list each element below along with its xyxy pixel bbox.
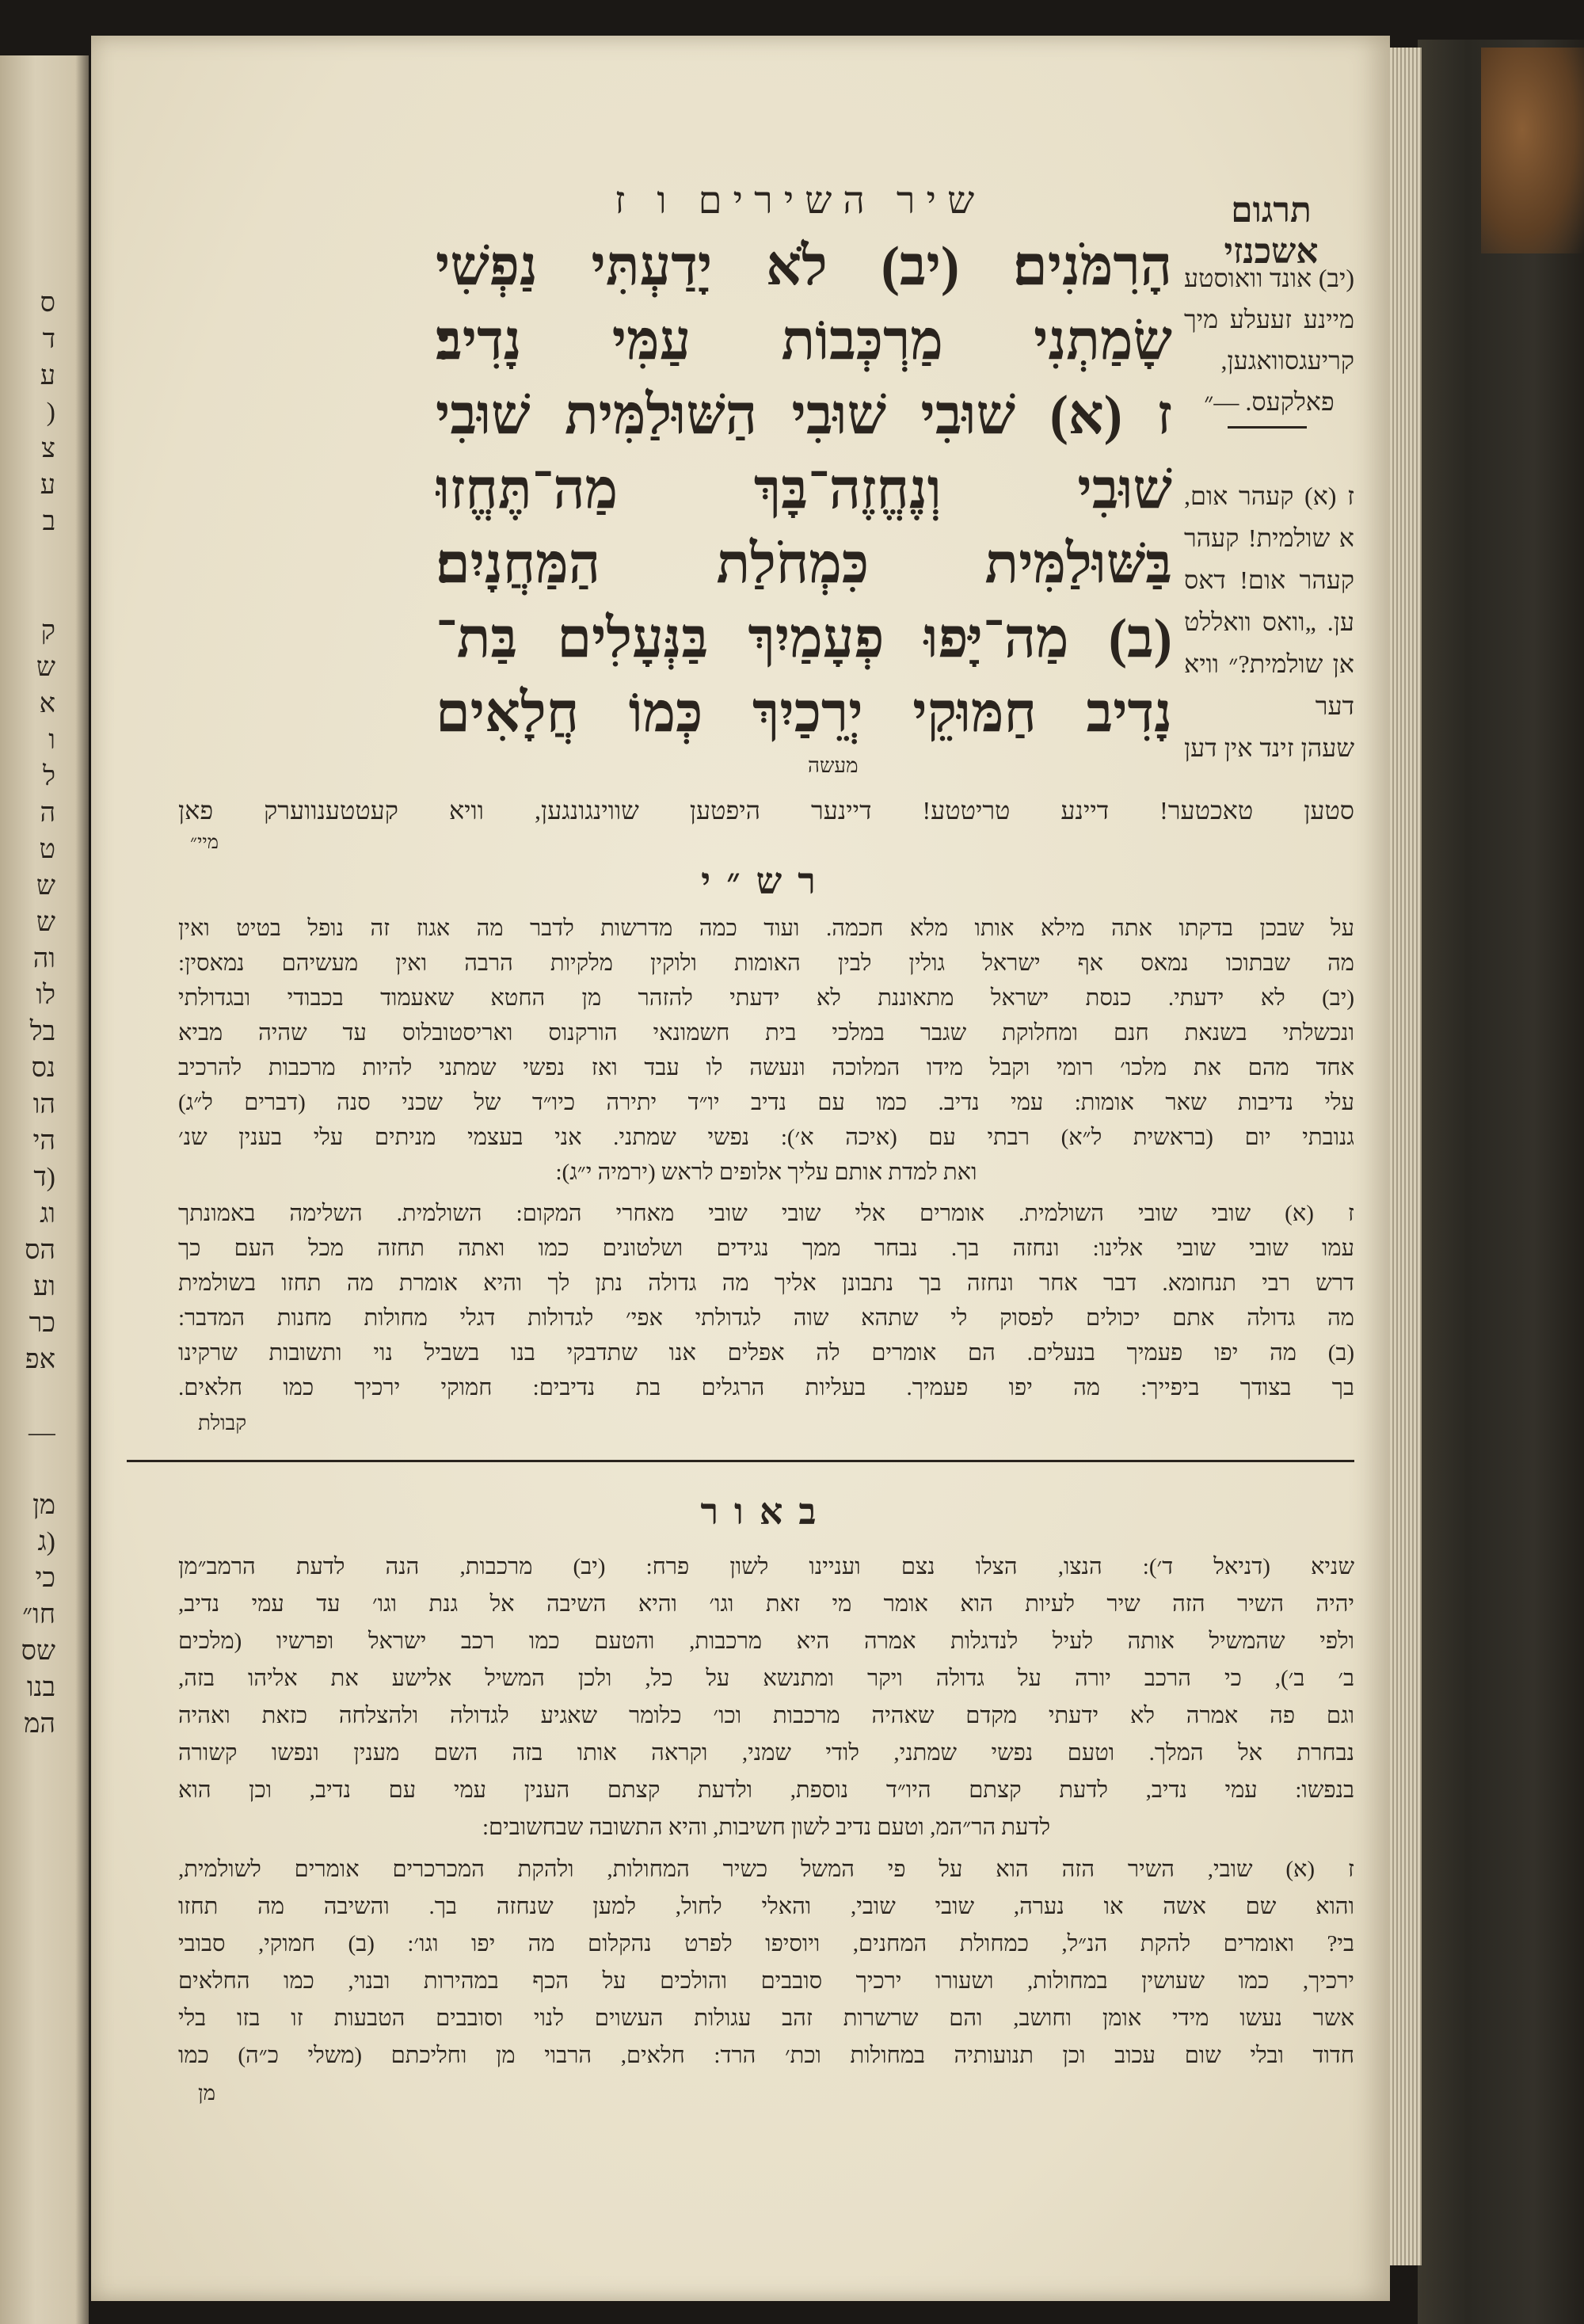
rashi-line: מה גדולה אתם יכולים לפסוק לי שתהא שוה לגדולתי אפי׳ לגדולות דגלי מחולות מחנות המדבר:	[178, 1305, 1354, 1331]
rashi-line: ונכשלתי בשנאת חנם ומחלוקת שגבר במלכי בית חשמונאי הורקנוס ואריסטובלוס עד שהיה מביא	[178, 1020, 1354, 1046]
previous-page-fragment: וה	[32, 944, 55, 973]
biur-line: בנפשו: עמי נדיב, לדעת קצתם היו״ד נוספת, ולדעת קצתם הענין עמי עם נדיב, וכן הוא	[178, 1777, 1354, 1803]
targum-line: מיינע זעעלע מיך	[1184, 305, 1354, 333]
previous-page-fragment: ק	[40, 616, 55, 646]
previous-page-fragment	[0, 1451, 55, 1488]
previous-page-fragment: ש	[36, 871, 55, 901]
previous-page-fragment: ע	[40, 471, 55, 500]
biur-commentary	[178, 1549, 1354, 2074]
rashi-line: ז (א) שובי שובי השולמית. אומרים אלי שובי שובי מאחרי המקום: השולמית. השלימה באמונתך	[178, 1201, 1354, 1226]
biur-line: ז (א) שובי, השיר הזה הוא על פי המשל כשיר המחולות, ולהקת המכרכרים אומרים לשולמית,	[178, 1857, 1354, 1882]
previous-page-edge	[0, 55, 89, 2324]
previous-page-fragment: ו	[48, 726, 55, 755]
previous-page-fragment: כי	[35, 1564, 55, 1593]
previous-page-fragment: (ג	[37, 1527, 55, 1556]
signature-mark: מיי״	[190, 832, 219, 853]
section-divider	[127, 1460, 1354, 1462]
previous-page-fragment: ד	[42, 325, 55, 354]
rashi-line: עמו שובי שובי אלינו: ונחזה בך. נבחר ממך נגידים ושלטונים כמו ואתה תחזה מכל העם כך	[178, 1236, 1354, 1261]
targum-line: קריעגסוואגען,	[1220, 346, 1354, 375]
verse-line: הָרִמֹּנִים׃ (יב) לֹא יָדַעְתִּי נַפְשִׁי	[436, 236, 1172, 297]
previous-page-fragment: ה	[40, 798, 55, 828]
verse-line: שָׂמַתְנִי מַרְכְּבוֹת עַמִּי נָדִיב׃	[436, 311, 1172, 371]
rashi-line: דרש רבי תנחומא. דבר אחר ונחזה בך נתבונן אליך מה גדולה נתן לך והיא אומרת מה תחזו בשולמית	[178, 1271, 1354, 1296]
previous-page-fragment: הו	[32, 1090, 55, 1119]
biur-line: ב׳ ב׳), כי הרכב יורה על גדולה ויקר ומתנשא על כל, ולכן המשיל אלישע את אליהו בזה,	[178, 1666, 1354, 1691]
biur-line: חדוד ובלי שום עכוב וכן תנועותיה במחולות וכת׳ הרד: חלאים, הרבוי מן וחליכתם (משלי כ״ה) כמו	[178, 2043, 1354, 2068]
previous-page-fragment: וג	[40, 1199, 55, 1229]
biur-line: שניא (דניאל ד׳): הנצו, הצלו נצם ועניינו לשון פרח: (יב) מרכבות, הנה לדעת הרמב״מן	[178, 1554, 1354, 1579]
biur-title: באור	[700, 1492, 832, 1532]
verse-catchword: מעשה	[808, 754, 859, 777]
biur-line: נבחרת אל המלך. וטעם נפשי שמתני, לודי שמני, וקראה אותו בזה השם מענין ונפשו קשורה	[178, 1740, 1354, 1766]
previous-page-fragment: ט	[39, 835, 55, 864]
rashi-title: רש״י	[701, 861, 832, 901]
biur-line: בי? ואומרים להקת הנ״ל, כמחולת המחנים, ויוסיפו לפרט נהקלום מה יפו וגו׳: (ב) חמוקי, סבובי	[178, 1931, 1354, 1956]
targum-line: (יב) אונד וואוסטע	[1184, 264, 1354, 292]
rashi-line: מה שבתוכו נמאס אף ישראל גולין לבין האומות ולוקין מלקיות הרבה ואין מעשיהם נמאסין:	[178, 951, 1354, 976]
targum-line: ען. „וואס וואללט	[1184, 608, 1354, 636]
running-title: שיר השירים ו ז	[614, 180, 986, 222]
previous-page-fragment: כר	[29, 1309, 55, 1338]
rashi-line: על שבכן בדקתו אתה מילא אותו מלא חכמה. ועוד כמה מדרשות לדבר מה אגוז זה נופל בטיט ואין	[178, 916, 1354, 941]
previous-page-fragment: (	[46, 398, 55, 427]
biur-line: והוא שם אשה או נערה, שובי שובי, והאלי לחול, למען שנחזה בך. והשיבה מה תחזו	[178, 1894, 1354, 1919]
targum-text-a	[1184, 257, 1354, 422]
previous-page-fragment: בנו	[26, 1673, 55, 1702]
biur-line: אשר נעשו מידי אומן וחושב, והם שרשרות זהב עגולות העשוים לנוי וסובבים הטבעות זו בזו בלי	[178, 2006, 1354, 2031]
previous-page-fragment: א	[39, 689, 55, 718]
targum-line: דער	[1315, 691, 1354, 720]
previous-page-fragment: הס	[25, 1236, 55, 1265]
targum-full-line: סטען טאכטער! דיינע טריטטע! דיינער היפטען שווינגונגען, וויא קעטטענווערק פאן	[178, 796, 1354, 825]
previous-page-fragment: מן	[32, 1491, 55, 1520]
previous-page-fragment: ב	[42, 507, 55, 536]
rashi-line: (ב) מה יפו פעמיך בנעלים. הם אומרים לה אפלים אנו שתדבקי בנו בשביל נוי ותשובות שרקינו	[178, 1340, 1354, 1366]
targum-line: ז (א) קעהר אום,	[1184, 482, 1354, 510]
targum-text-b	[1184, 475, 1354, 769]
rashi-catchword: קבולת	[198, 1412, 247, 1434]
verse-line: שׁוּבִי וְנֶחֱזֶה־בָּךְ מַה־תֶּחֱזוּ	[436, 459, 1172, 520]
previous-page-fragment: (ד	[33, 1163, 55, 1192]
targum-line: פאלקעס. —״	[1204, 387, 1335, 416]
targum-divider	[1228, 426, 1307, 429]
targum-line: קעהר אום! דאס	[1184, 566, 1354, 594]
previous-page-fragment: חו״	[22, 1600, 55, 1629]
rashi-line: (יב) לא ידעתי. כנסת ישראל מתאוננת לא ידעתי להזהר מן החטא שאעמוד בכבודי ובגדולתי	[178, 985, 1354, 1011]
targum-line: שעהן זינד אין דען	[1184, 733, 1354, 762]
previous-page-fragment: וע	[33, 1272, 55, 1301]
biur-line: יהיה השיר הזה שיר לעיות הוא אומר מי זאת וגו׳ והיא השיבה אל גנת וגו׳ עד עמי נדיב,	[178, 1591, 1354, 1617]
rashi-line: בך בצודך ביפייך: מה יפו פעמיך. בעליות הרגלים בת נדיבים: חמוקי ירכיך כמו חלאים.	[178, 1375, 1354, 1400]
rashi-line: עלי נדיבות שאר אומות: עמי נדיב. כמו עם נדיב יו״ד יתירה כיו״ד של שכני סנה (דברים ל״ג)	[178, 1090, 1354, 1115]
rashi-line: אחד מהם את מלכו׳ רומי וקבל מידו המלוכה ונעשה לו עבד ואז נפשי שמתני להיות מרכבות להרכיב	[178, 1055, 1354, 1080]
previous-page-fragment: לו	[36, 981, 55, 1010]
previous-page-fragment	[0, 1378, 55, 1415]
previous-page-fragment: ש	[36, 908, 55, 937]
previous-page-fragment: שס	[21, 1636, 55, 1666]
verse-line: (ב) מַה־יָּפוּ פְעָמַיִךְ בַּנְּעָלִים בַּת־	[436, 608, 1172, 669]
verse-line: ז (א) שׁוּבִי שׁוּבִי הַשּׁוּלַמִּית שׁוּבִי	[436, 385, 1172, 446]
biur-line: לדעת הר״המ, וטעם נדיב לשון חשיבות, והיא התשובה שבחשובים:	[482, 1815, 1051, 1840]
biur-line: וגם פה אמרה לא ידעתי מקדם שאהיה מרכבות וכו׳ כלומר שאגיע לגדולה ולהצלחה כזאת ואהיה	[178, 1703, 1354, 1728]
previous-page-fragment: ש	[36, 653, 55, 682]
previous-page-fragment: —	[29, 1418, 55, 1447]
previous-page-fragment	[0, 540, 55, 577]
previous-page-fragment: נס	[31, 1053, 55, 1083]
previous-page-fragment: אפ	[25, 1345, 55, 1374]
biur-line: ולפי שהמשיל אותה לעיל לנדגלות אמרה היא מרכבות, והטעם כמו רכב ישראל ופרשיו (מלכים	[178, 1629, 1354, 1654]
previous-page-fragment	[0, 577, 55, 613]
previous-page-fragment: ע	[40, 361, 55, 391]
previous-page-fragment: המ	[24, 1709, 55, 1739]
targum-title: תרגום אשכנזי	[1224, 191, 1319, 271]
previous-page-fragment: בל	[29, 1017, 55, 1046]
previous-page-fragment: ס	[40, 288, 55, 318]
previous-page-fragment: צ	[41, 434, 55, 463]
rashi-line: ואת למדת אותם עליך אלופים לראש (ירמיה י״ג):	[555, 1160, 977, 1185]
verse-text	[436, 230, 1172, 751]
book-cover	[1418, 40, 1584, 2324]
cover-corner-leather	[1481, 48, 1584, 253]
verse-line: בַּשּׁוּלַמִּית כִּמְחֹלַת הַמַּחֲנָיִם׃	[436, 534, 1172, 595]
verse-line: נָדִיב חַמּוּקֵי יְרֵכַיִךְ כְּמוֹ חֲלָאִים	[436, 683, 1172, 744]
rashi-commentary	[178, 911, 1354, 1405]
targum-line: א שולמית! קעהר	[1184, 524, 1354, 552]
previous-page-text	[0, 285, 55, 1743]
previous-page-fragment: ל	[43, 762, 55, 791]
targum-line: אן שולמית?״ וויא	[1184, 650, 1354, 678]
rashi-line: גנובתי יום (בראשית ל״א) רבתי עם (איכה א׳): נפשי שמתני. אני בעצמי מניתים עלי בענין שנ׳	[178, 1125, 1354, 1150]
biur-line: ירכיך, כמו שעושין במחולות, ושעורו ירכיך סובבים והולכים על הכף במהירות ובנוי, כמו החלאים	[178, 1968, 1354, 1994]
previous-page-fragment: הי	[32, 1126, 55, 1156]
biur-catchword: מן	[198, 2082, 216, 2105]
